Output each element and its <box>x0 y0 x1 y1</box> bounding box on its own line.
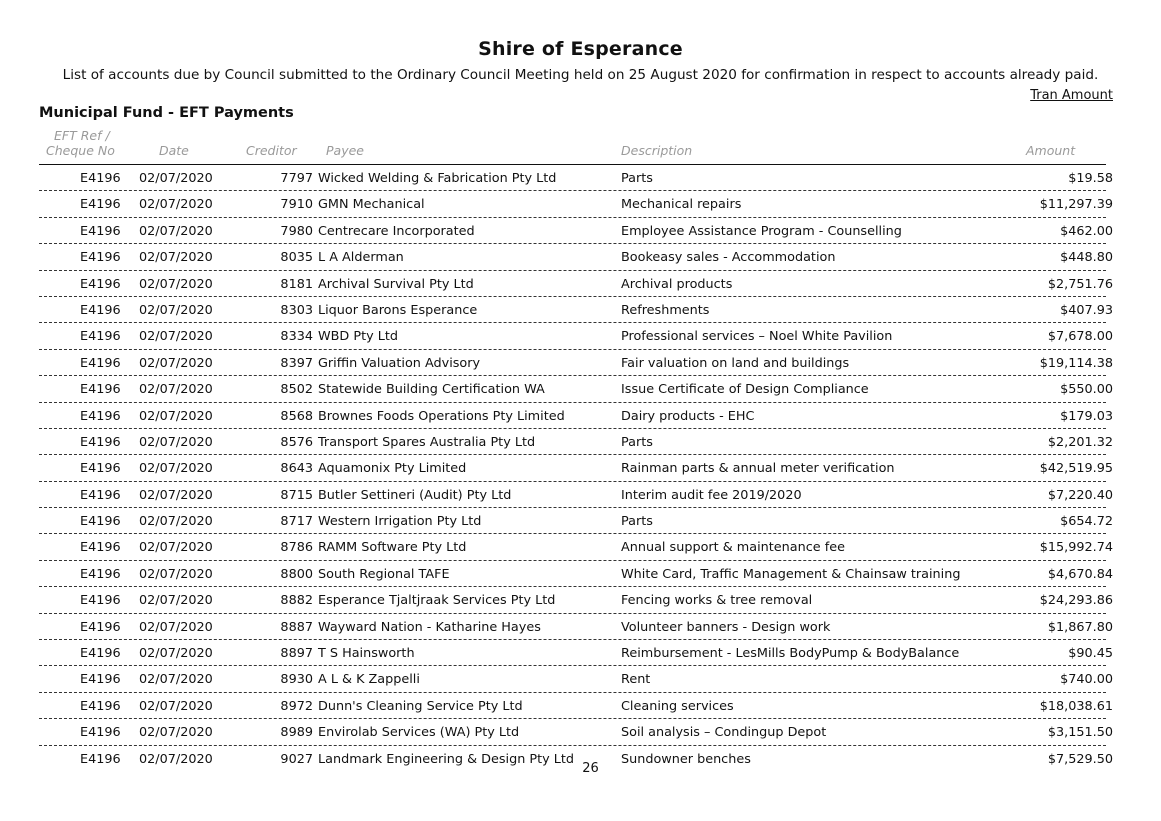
cell-creditor: 8882 <box>280 593 313 609</box>
cell-amount: $179.03 <box>1060 408 1113 424</box>
cell-description: White Card, Traffic Management & Chainsaw training <box>621 566 961 582</box>
cell-ref: E4196 <box>80 276 121 292</box>
cell-ref: E4196 <box>80 593 121 609</box>
cell-creditor: 8035 <box>280 250 313 266</box>
cell-date: 02/07/2020 <box>139 382 213 398</box>
cell-ref: E4196 <box>80 223 121 239</box>
cell-creditor: 8397 <box>280 355 313 371</box>
cell-amount: $19.58 <box>1068 171 1113 186</box>
column-header-date: Date <box>159 143 189 158</box>
cell-date: 02/07/2020 <box>139 223 213 239</box>
cell-creditor: 8568 <box>280 408 313 424</box>
cell-amount: $90.45 <box>1068 646 1113 662</box>
cell-creditor: 8897 <box>280 646 313 662</box>
cell-description: Interim audit fee 2019/2020 <box>621 487 802 503</box>
cell-date: 02/07/2020 <box>139 329 213 345</box>
payments-table <box>0 165 1161 771</box>
cell-amount: $4,670.84 <box>1047 566 1113 582</box>
cell-ref: E4196 <box>80 646 121 662</box>
cell-payee: Aquamonix Pty Limited <box>318 461 467 477</box>
cell-ref: E4196 <box>80 487 121 503</box>
cell-payee: Esperance Tjaltjraak Services Pty Ltd <box>318 593 556 609</box>
cell-description: Annual support & maintenance fee <box>621 540 845 556</box>
cell-ref: E4196 <box>80 250 121 266</box>
document-title: Shire of Esperance <box>478 38 683 60</box>
column-header-ref <box>48 128 118 158</box>
cell-payee: South Regional TAFE <box>318 566 450 582</box>
section-heading: Municipal Fund - EFT Payments <box>39 105 294 121</box>
cell-description: Fencing works & tree removal <box>621 593 813 609</box>
cell-payee: Butler Settineri (Audit) Pty Ltd <box>318 487 512 503</box>
cell-amount: $462.00 <box>1060 223 1113 239</box>
column-header-ref-line1: EFT Ref / <box>54 128 110 143</box>
document-subtitle: List of accounts due by Council submitted to the Ordinary Council Meeting held on 25 August 2020 for confirmation in respect to accounts already paid. <box>62 67 1099 83</box>
cell-ref: E4196 <box>80 329 121 345</box>
cell-payee: Griffin Valuation Advisory <box>318 355 481 371</box>
cell-ref: E4196 <box>80 171 121 186</box>
cell-payee: T S Hainsworth <box>318 646 415 662</box>
table-row <box>39 614 1113 640</box>
cell-amount: $24,293.86 <box>1039 593 1113 609</box>
cell-payee: L A Alderman <box>318 250 404 266</box>
cell-date: 02/07/2020 <box>139 302 213 318</box>
cell-description: Cleaning services <box>621 698 734 714</box>
cell-ref: E4196 <box>80 725 121 741</box>
cell-amount: $7,678.00 <box>1047 329 1113 345</box>
cell-ref: E4196 <box>80 382 121 398</box>
cell-amount: $11,297.39 <box>1039 197 1113 213</box>
cell-amount: $7,220.40 <box>1047 487 1113 503</box>
cell-date: 02/07/2020 <box>139 540 213 556</box>
cell-amount: $740.00 <box>1060 672 1113 688</box>
cell-date: 02/07/2020 <box>139 250 213 266</box>
cell-amount: $2,201.32 <box>1047 434 1113 450</box>
table-row <box>39 323 1113 349</box>
cell-description: Soil analysis – Condingup Depot <box>621 725 827 741</box>
cell-payee: WBD Pty Ltd <box>318 329 398 345</box>
cell-amount: $448.80 <box>1060 250 1113 266</box>
table-row <box>39 429 1113 455</box>
cell-amount: $15,992.74 <box>1039 540 1113 556</box>
column-header-description: Description <box>621 143 693 158</box>
cell-ref: E4196 <box>80 355 121 371</box>
cell-payee: Envirolab Services (WA) Pty Ltd <box>318 725 520 741</box>
table-row <box>39 165 1113 191</box>
column-header-ref-line2: Cheque No <box>46 143 115 158</box>
table-row <box>39 297 1113 323</box>
cell-description: Volunteer banners - Design work <box>621 619 831 635</box>
cell-ref: E4196 <box>80 434 121 450</box>
table-row <box>39 376 1113 402</box>
cell-description: Dairy products - EHC <box>621 408 755 424</box>
cell-date: 02/07/2020 <box>139 355 213 371</box>
cell-payee: Wayward Nation - Katharine Hayes <box>318 619 541 635</box>
table-row <box>39 508 1113 534</box>
cell-ref: E4196 <box>80 514 121 530</box>
table-row <box>39 640 1113 666</box>
cell-creditor: 8887 <box>280 619 313 635</box>
cell-ref: E4196 <box>80 672 121 688</box>
table-row <box>39 561 1113 587</box>
cell-description: Sundowner benches <box>621 751 751 767</box>
cell-description: Parts <box>621 434 653 450</box>
cell-amount: $550.00 <box>1060 382 1113 398</box>
cell-amount: $7,529.50 <box>1047 751 1113 767</box>
table-row <box>39 534 1113 560</box>
cell-date: 02/07/2020 <box>139 646 213 662</box>
cell-payee: Western Irrigation Pty Ltd <box>318 514 482 530</box>
cell-ref: E4196 <box>80 540 121 556</box>
cell-creditor: 7910 <box>280 197 313 213</box>
cell-ref: E4196 <box>80 302 121 318</box>
cell-description: Rainman parts & annual meter verification <box>621 461 895 477</box>
cell-creditor: 8930 <box>280 672 313 688</box>
cell-description: Employee Assistance Program - Counselling <box>621 223 902 239</box>
table-row <box>39 191 1113 217</box>
cell-creditor: 8717 <box>280 514 313 530</box>
column-header-amount: Amount <box>1026 143 1076 158</box>
table-row <box>39 455 1113 481</box>
cell-payee: Archival Survival Pty Ltd <box>318 276 474 292</box>
cell-ref: E4196 <box>80 408 121 424</box>
cell-ref: E4196 <box>80 619 121 635</box>
table-row <box>39 350 1113 376</box>
cell-payee: Transport Spares Australia Pty Ltd <box>318 434 536 450</box>
table-row <box>39 244 1113 270</box>
cell-payee: Statewide Building Certification WA <box>318 382 545 398</box>
cell-description: Refreshments <box>621 302 710 318</box>
cell-description: Bookeasy sales - Accommodation <box>621 250 836 266</box>
cell-creditor: 8800 <box>280 566 313 582</box>
table-row <box>39 719 1113 745</box>
cell-ref: E4196 <box>80 461 121 477</box>
cell-amount: $19,114.38 <box>1039 355 1113 371</box>
cell-description: Parts <box>621 171 653 186</box>
cell-date: 02/07/2020 <box>139 487 213 503</box>
cell-payee: Liquor Barons Esperance <box>318 302 478 318</box>
cell-date: 02/07/2020 <box>139 408 213 424</box>
cell-amount: $1,867.80 <box>1047 619 1113 635</box>
cell-description: Reimbursement - LesMills BodyPump & BodyBalance <box>621 646 960 662</box>
cell-payee: Centrecare Incorporated <box>318 223 475 239</box>
cell-amount: $407.93 <box>1060 302 1113 318</box>
cell-description: Fair valuation on land and buildings <box>621 355 850 371</box>
cell-date: 02/07/2020 <box>139 725 213 741</box>
cell-date: 02/07/2020 <box>139 672 213 688</box>
cell-ref: E4196 <box>80 197 121 213</box>
page-number: 26 <box>582 761 599 776</box>
cell-creditor: 8972 <box>280 698 313 714</box>
cell-creditor: 8643 <box>280 461 313 477</box>
cell-creditor: 9027 <box>280 751 313 767</box>
table-row <box>39 271 1113 297</box>
cell-creditor: 8181 <box>280 276 313 292</box>
cell-amount: $654.72 <box>1060 514 1113 530</box>
table-row <box>39 403 1113 429</box>
cell-ref: E4196 <box>80 751 121 767</box>
cell-date: 02/07/2020 <box>139 698 213 714</box>
cell-amount: $3,151.50 <box>1047 725 1113 741</box>
cell-ref: E4196 <box>80 566 121 582</box>
cell-creditor: 8715 <box>280 487 313 503</box>
cell-date: 02/07/2020 <box>139 566 213 582</box>
cell-payee: Wicked Welding & Fabrication Pty Ltd <box>318 171 557 186</box>
table-row <box>39 693 1113 719</box>
cell-amount: $2,751.76 <box>1047 276 1113 292</box>
column-header-creditor: Creditor <box>246 143 297 158</box>
cell-creditor: 8502 <box>280 382 313 398</box>
cell-payee: Landmark Engineering & Design Pty Ltd <box>318 751 575 767</box>
cell-amount: $42,519.95 <box>1039 461 1113 477</box>
cell-description: Rent <box>621 672 651 688</box>
cell-date: 02/07/2020 <box>139 751 213 767</box>
cell-date: 02/07/2020 <box>139 197 213 213</box>
table-row <box>39 666 1113 692</box>
cell-date: 02/07/2020 <box>139 619 213 635</box>
column-header-payee: Payee <box>326 143 364 158</box>
table-row <box>39 218 1113 244</box>
cell-payee: GMN Mechanical <box>318 197 425 213</box>
cell-payee: Brownes Foods Operations Pty Limited <box>318 408 565 424</box>
cell-date: 02/07/2020 <box>139 593 213 609</box>
cell-date: 02/07/2020 <box>139 171 213 186</box>
table-row <box>39 587 1113 613</box>
cell-description: Archival products <box>621 276 733 292</box>
table-row <box>39 482 1113 508</box>
cell-creditor: 8989 <box>280 725 313 741</box>
cell-creditor: 8576 <box>280 434 313 450</box>
cell-description: Professional services – Noel White Pavilion <box>621 329 893 345</box>
cell-description: Parts <box>621 514 653 530</box>
cell-description: Mechanical repairs <box>621 197 742 213</box>
cell-ref: E4196 <box>80 698 121 714</box>
cell-creditor: 8303 <box>280 302 313 318</box>
cell-payee: Dunn's Cleaning Service Pty Ltd <box>318 698 523 714</box>
tran-amount-label: Tran Amount <box>1030 88 1113 103</box>
cell-date: 02/07/2020 <box>139 276 213 292</box>
cell-amount: $18,038.61 <box>1039 698 1113 714</box>
cell-creditor: 8334 <box>280 329 313 345</box>
cell-creditor: 8786 <box>280 540 313 556</box>
cell-payee: A L & K Zappelli <box>318 672 420 688</box>
cell-description: Issue Certificate of Design Compliance <box>621 382 869 398</box>
cell-creditor: 7980 <box>280 223 313 239</box>
cell-creditor: 7797 <box>280 171 313 186</box>
cell-date: 02/07/2020 <box>139 434 213 450</box>
cell-payee: RAMM Software Pty Ltd <box>318 540 467 556</box>
cell-date: 02/07/2020 <box>139 461 213 477</box>
cell-date: 02/07/2020 <box>139 514 213 530</box>
